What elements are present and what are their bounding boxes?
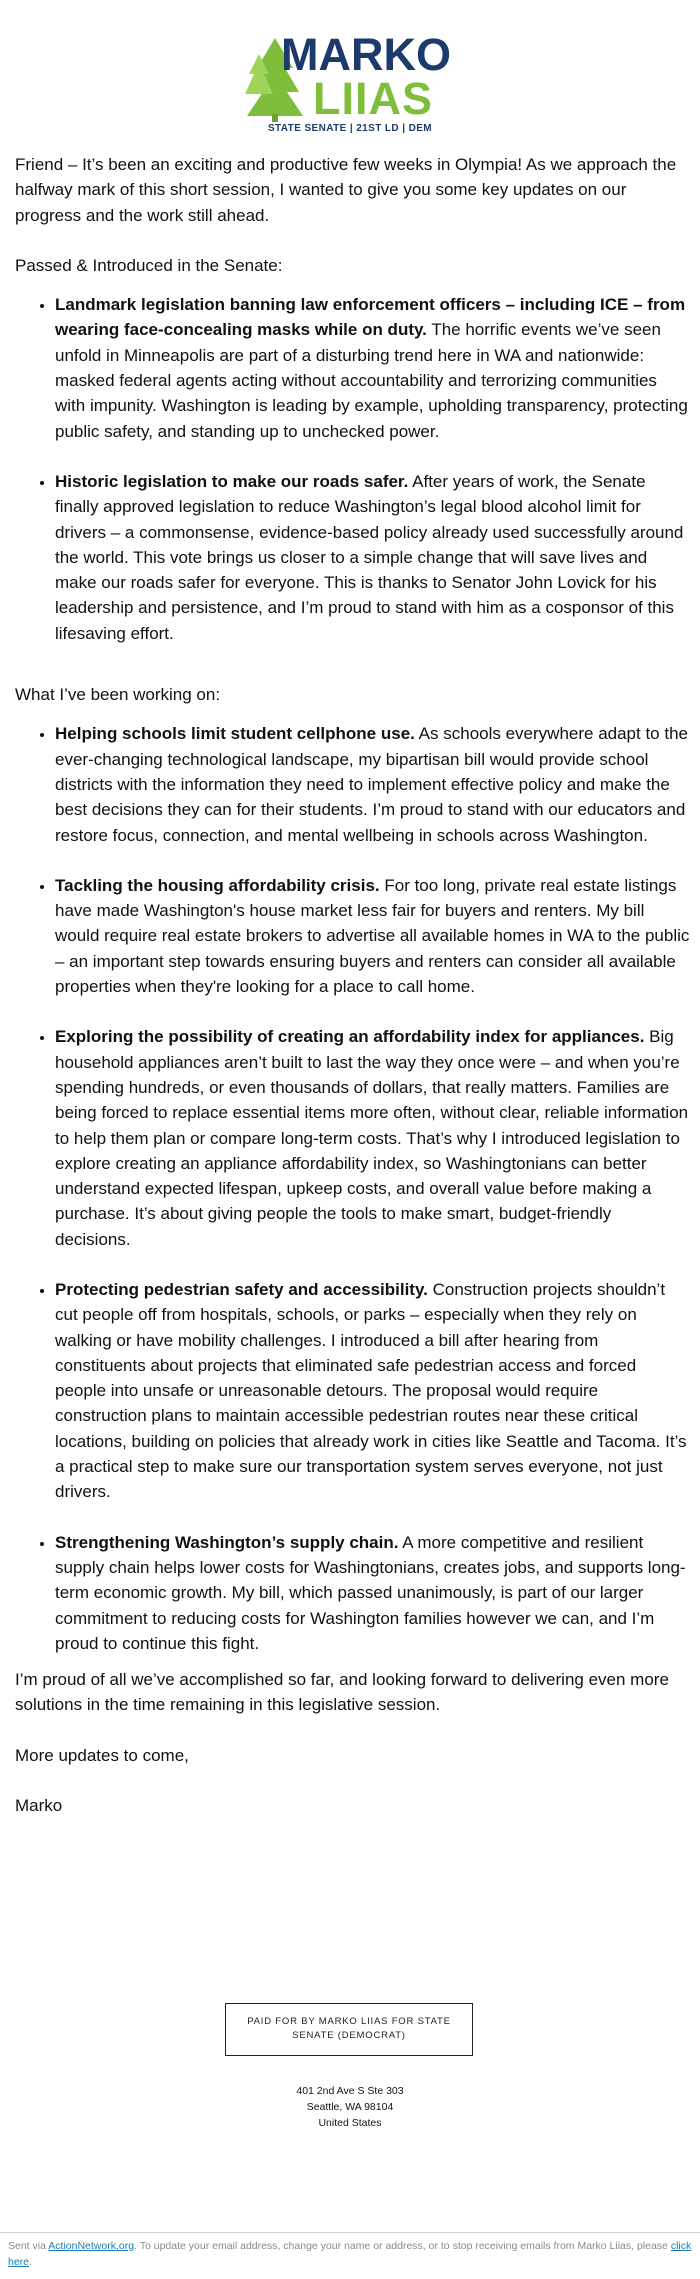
item-text: After years of work, the Senate finally approved legislation to reduce Washington’s legal blood alcohol limit for drivers – a commonsense, evidence-based policy already used successfully around the world. This vote brings us closer to a simple change that will save lives and make our roads safer for everyone. This is thanks to Senator John Lovick for his leadership and persistence, and I’m proud to stand with him as a cosponsor of this lifesaving effort.	[55, 471, 684, 643]
list-item	[55, 873, 690, 999]
address-line: Seattle, WA 98104	[306, 2101, 394, 2113]
sent-via-prefix: Sent via	[8, 2240, 49, 2252]
email-body	[15, 152, 690, 1818]
working-on-list	[15, 721, 690, 1656]
spacer	[15, 671, 690, 682]
item-headline: Strengthening Washington’s supply chain.	[55, 1532, 399, 1552]
passed-legislation-list	[15, 292, 690, 646]
signature: Marko	[15, 1796, 63, 1816]
list-item	[55, 292, 690, 444]
sent-via-suffix: .	[29, 2256, 32, 2268]
closing-paragraph: I’m proud of all we’ve accomplished so far, and looking forward to delivering even more solutions in the time remaining in this legislative session.	[15, 1670, 669, 1715]
unsubscribe-notice	[8, 2238, 692, 2270]
list-item	[55, 721, 690, 847]
list-item	[55, 1530, 690, 1656]
campaign-logo	[245, 29, 455, 140]
unsubscribe-link[interactable]: click here	[8, 2240, 692, 2268]
list-item	[55, 1277, 690, 1505]
mailing-address	[0, 2083, 700, 2131]
item-text: As schools everywhere adapt to the ever-changing technological landscape, my bipartisan bill would provide school districts with the information they need to implement effective policy and make the best decisions they can for their students. I’m proud to stand with our educators and restore focus, connection, and mental wellbeing in schools across Washington.	[55, 724, 688, 845]
paid-for-disclaimer: PAID FOR BY MARKO LIIAS FOR STATE SENATE (DEMOCRAT)	[225, 2003, 473, 2056]
item-text: A more competitive and resilient supply chain helps lower costs for Washingtonians, creates jobs, and supports long-term economic growth. My bill, which passed unanimously, is part of our larger commitment to reducing costs for Washington families however we can, and I’m proud to continue this fight.	[55, 1532, 686, 1653]
address-line: United States	[318, 2117, 382, 2129]
item-headline: Protecting pedestrian safety and accessibility.	[55, 1279, 428, 1299]
item-text: Construction projects shouldn’t cut people off from hospitals, schools, or parks – especially when they rely on walking or have mobility challenges. I introduced a bill after hearing from constituents about projects that eliminated safe pedestrian access and forced people into unsafe or unreasonable detours. The proposal would require construction plans to maintain accessible pedestrian routes near these critical locations, building on policies that already work in cities like Seattle and Tacoma. It’s a practical step to make sure our transportation system serves everyone, not just drivers.	[55, 1279, 687, 1502]
address-line: 401 2nd Ave S Ste 303	[296, 2085, 404, 2097]
section-heading-working-on: What I’ve been working on:	[15, 685, 221, 705]
actionnetwork-link[interactable]: ActionNetwork.org	[48, 2240, 135, 2252]
logo-name-liias: LIIAS	[313, 73, 434, 124]
list-item	[55, 469, 690, 646]
item-headline: Historic legislation to make our roads safer.	[55, 471, 409, 491]
intro-paragraph: Friend – It’s been an exciting and productive few weeks in Olympia! As we approach the halfway mark of this short session, I wanted to give you some key updates on our progress and the work still ahead.	[15, 155, 677, 225]
item-headline: Exploring the possibility of creating an affordability index for appliances.	[55, 1027, 645, 1047]
signoff-line: More updates to come,	[15, 1745, 189, 1765]
item-headline: Landmark legislation banning law enforcement officers – including ICE – from wearing face-concealing masks while on duty.	[55, 295, 686, 340]
section-heading-passed: Passed & Introduced in the Senate:	[15, 255, 283, 275]
spacer	[15, 646, 690, 671]
footer-divider	[0, 2232, 700, 2233]
list-item	[55, 1024, 690, 1252]
header-logo-area	[0, 29, 700, 145]
logo-tagline: STATE SENATE | 21ST LD | DEM	[267, 123, 433, 134]
item-text: The horrific events we’ve seen unfold in Minneapolis are part of a disturbing trend here in WA and nationwide: masked federal agents acting without accountability and terrorizing communities with impunity. Washington is leading by example, upholding transparency, protecting public safety, and standing up to unchecked power.	[55, 320, 688, 441]
item-headline: Tackling the housing affordability crisis.	[55, 875, 380, 895]
item-text: For too long, private real estate listings have made Washington's house market less fair for buyers and renters. My bill would require real estate brokers to advertise all available homes in WA to the public – an important step towards ensuring buyers and renters can consider all available properties when they're looking for a place to call home.	[55, 875, 690, 997]
sent-via-middle: . To update your email address, change your name or address, or to stop receiving emails from Marko Liias, please	[134, 2240, 671, 2252]
item-text: Big household appliances aren’t built to last the way they once were – and when you’re spending hundreds, or even thousands of dollars, that really matters. Families are being forced to replace essential items more often, without clear, reliable information to help them plan or compare long-term costs. That’s why I introduced legislation to explore creating an appliance affordability index, so Washingtonians can better understand expected lifespan, upkeep costs, and overall value before making a purchase. It’s about giving people the tools to make smart, budget-friendly decisions.	[55, 1027, 689, 1249]
logo-name-marko: MARKO	[281, 29, 451, 80]
item-headline: Helping schools limit student cellphone use.	[55, 724, 415, 744]
